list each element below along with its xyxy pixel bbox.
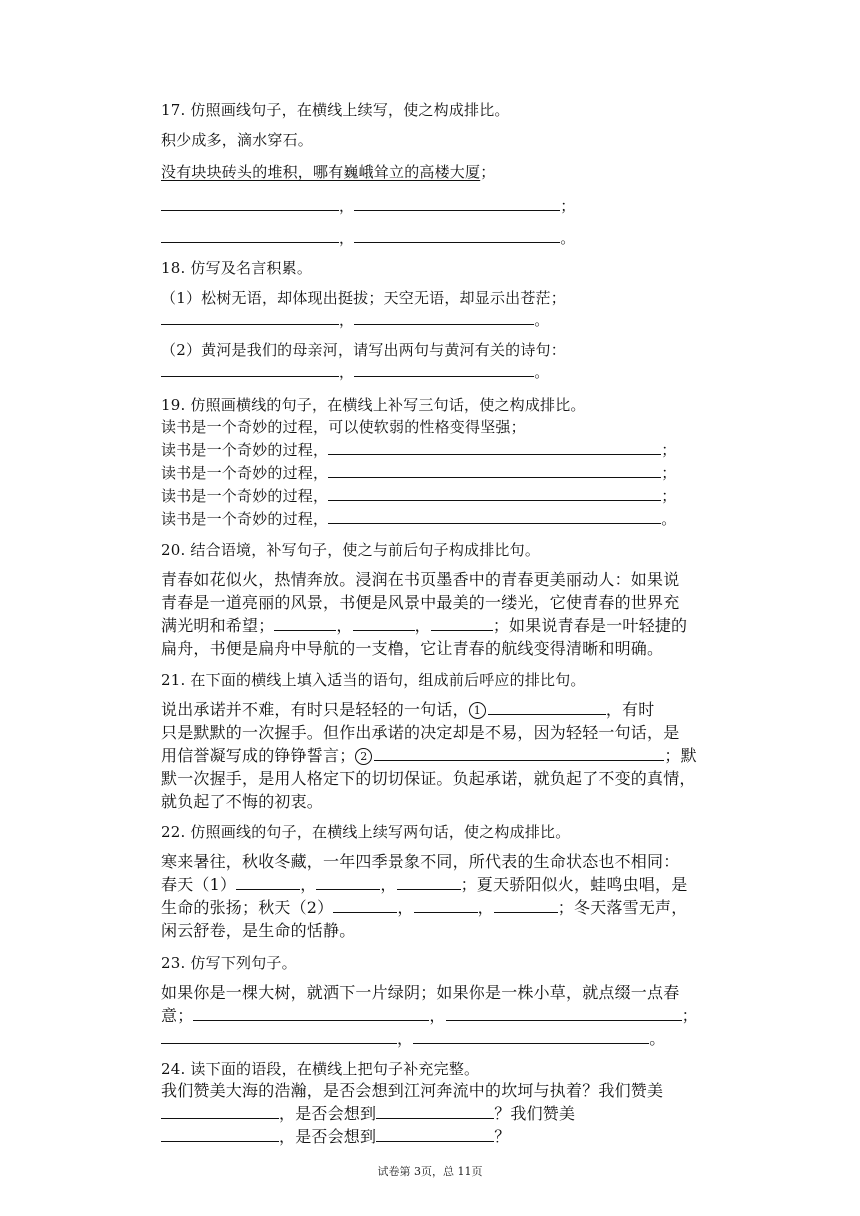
answer-blank[interactable] [161, 196, 339, 211]
q19-answer-line-1: 读书是一个奇妙的过程， ； [161, 441, 677, 459]
q20-line-1: 青春如花似火，热情奔放。浸润在书页墨香中的青春更美丽动人：如果说 [161, 570, 680, 589]
q23-title: 23. 仿写下列句子。 [161, 954, 297, 972]
answer-blank[interactable] [161, 1029, 397, 1044]
q24-line-2: ，是否会想到 ？我们赞美 [161, 1104, 575, 1124]
circled-number-2: 2 [355, 748, 372, 765]
answer-blank[interactable] [376, 1104, 494, 1119]
answer-blank[interactable] [354, 196, 560, 211]
q19-title: 19. 仿照画横线的句子，在横线上补写三句话，使之构成排比。 [161, 396, 586, 414]
q17-title: 17. 仿照画线句子，在横线上续写，使之构成排比。 [161, 101, 510, 119]
q21-line-5: 就负起了不悔的初衷。 [161, 792, 324, 811]
answer-blank[interactable] [328, 440, 661, 455]
answer-blank[interactable] [161, 310, 339, 325]
q21-line-1: 说出承诺并不难，有时只是轻轻的一句话， 1 ，有时 [161, 700, 655, 719]
answer-blank[interactable] [161, 1104, 279, 1119]
q21-line-3: 用信誉凝写成的铮铮誓言； 2 ；默 [161, 746, 697, 765]
q21-line-2: 只是默默的一次握手。但作出承诺的决定却是不易，因为轻轻一句话，是 [161, 723, 680, 742]
q21-line-4: 默一次握手，是用人格定下的切切保证。负起承诺，就负起了不变的真情， [161, 769, 696, 788]
q19-answer-line-4: 读书是一个奇妙的过程， 。 [161, 510, 677, 528]
answer-blank[interactable] [333, 898, 397, 913]
answer-blank[interactable] [431, 616, 493, 631]
answer-blank[interactable] [161, 362, 339, 377]
q22-title: 22. 仿照画线的句子，在横线上续写两句话，使之构成排比。 [161, 823, 571, 841]
answer-blank[interactable] [354, 310, 534, 325]
answer-blank[interactable] [161, 1127, 279, 1142]
q19-example: 读书是一个奇妙的过程，可以使软弱的性格变得坚强； [161, 418, 526, 436]
q17-example-line: 没有块块砖头的堆积，哪有巍峨耸立的高楼大厦； [161, 163, 496, 181]
answer-blank[interactable] [354, 362, 534, 377]
q18-answer-line-1: ， 。 [161, 310, 549, 330]
q21-title: 21. 在下面的横线上填入适当的语句，组成前后呼应的排比句。 [161, 671, 586, 689]
q19-answer-line-3: 读书是一个奇妙的过程， ； [161, 487, 677, 505]
answer-blank[interactable] [236, 875, 300, 890]
answer-blank[interactable] [376, 1127, 494, 1142]
q22-line-1: 寒来暑往，秋收冬藏，一年四季景象不同，所代表的生命状态也不相同： [161, 852, 680, 871]
q20-line-2: 青春是一道亮丽的风景，书便是风景中最美的一缕光，它使青春的世界充 [161, 593, 680, 612]
page-footer: 试卷第 3页，总 11页 [377, 1165, 483, 1178]
q18-part2: （2）黄河是我们的母亲河，请写出两句与黄河有关的诗句： [161, 341, 566, 359]
answer-blank[interactable] [494, 898, 558, 913]
q23-line-3: ， 。 [161, 1029, 665, 1049]
answer-blank[interactable] [413, 1029, 649, 1044]
q22-line-4: 闲云舒卷，是生命的恬静。 [161, 921, 356, 940]
q17-answer-line-1: ， ； [161, 196, 575, 216]
answer-blank[interactable] [397, 875, 461, 890]
answer-blank[interactable] [374, 746, 664, 761]
q18-part1: （1）松树无语，却体现出挺拔；天空无语，却显示出苍茫； [161, 289, 566, 307]
q18-answer-line-2: ， 。 [161, 362, 549, 382]
q22-line-2: 春天（1） ， ， ；夏天骄阳似火，蛙鸣虫唱，是 [161, 875, 688, 894]
answer-blank[interactable] [161, 228, 339, 243]
q17-intro: 积少成多，滴水穿石。 [161, 131, 314, 149]
answer-blank[interactable] [328, 509, 661, 524]
answer-blank[interactable] [328, 486, 661, 501]
q19-answer-line-2: 读书是一个奇妙的过程， ； [161, 464, 677, 482]
q22-line-3: 生命的张扬；秋天（2） ， ， ；冬天落雪无声， [161, 898, 688, 917]
circled-number-1: 1 [469, 702, 486, 719]
q20-title: 20. 结合语境，补写句子，使之与前后句子构成排比句。 [161, 541, 541, 559]
q17-underlined-sentence: 没有块块砖头的堆积，哪有巍峨耸立的高楼大厦 [161, 163, 481, 181]
answer-blank[interactable] [316, 875, 380, 890]
q17-answer-line-2: ， 。 [161, 228, 575, 248]
q18-title: 18. 仿写及名言积累。 [161, 259, 313, 277]
q20-line-4: 扁舟，书便是扁舟中导航的一支橹，它让青春的航线变得清晰和明确。 [161, 639, 664, 658]
answer-blank[interactable] [488, 700, 606, 715]
answer-blank[interactable] [274, 616, 336, 631]
answer-blank[interactable] [414, 898, 478, 913]
q24-line-3: ，是否会想到 ？ [161, 1127, 510, 1147]
q23-line-2: 意； ， ； [161, 1006, 698, 1025]
answer-blank[interactable] [446, 1006, 682, 1021]
answer-blank[interactable] [353, 616, 415, 631]
answer-blank[interactable] [193, 1006, 429, 1021]
q24-title: 24. 读下面的语段，在横线上把句子补充完整。 [161, 1060, 480, 1078]
q23-line-1: 如果你是一棵大树，就洒下一片绿阴；如果你是一株小草，就点缀一点春 [161, 983, 680, 1002]
answer-blank[interactable] [328, 463, 661, 478]
answer-blank[interactable] [354, 228, 560, 243]
q24-line-1: 我们赞美大海的浩瀚，是否会想到江河奔流中的坎坷与执着？我们赞美 [161, 1081, 664, 1100]
q20-line-3: 满光明和希望； ， ， ；如果说青春是一叶轻捷的 [161, 616, 688, 635]
